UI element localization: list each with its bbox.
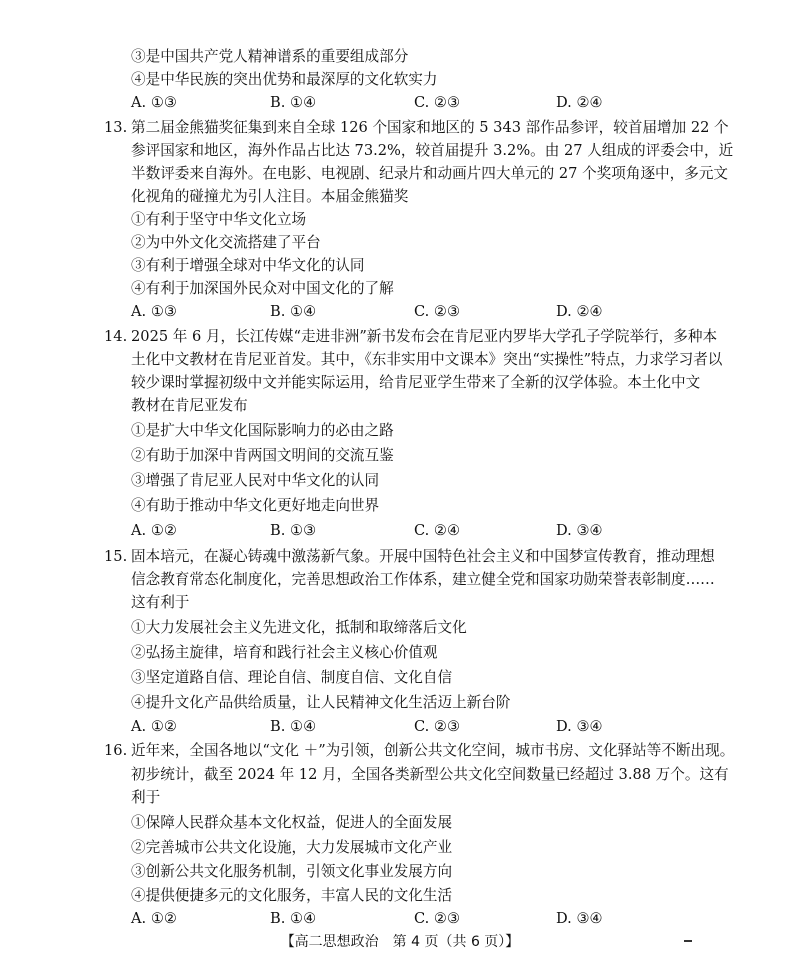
q13-stem-line: 参评国家和地区，海外作品占比达 73.2%，较首届提升 3.2%。由 27 人组成的评委会中，近 [131, 142, 734, 159]
q15-stem-line: 这有利于 [131, 594, 190, 611]
q14-stem-line: 教材在肯尼亚发布 [131, 397, 248, 414]
q14-option-4: ④有助于推动中华文化更好地走向世界 [131, 497, 380, 514]
q16-number: 16. [104, 742, 128, 759]
q14-option-3: ③增强了肯尼亚人民对中华文化的认同 [131, 472, 380, 489]
q14-number: 14. [104, 328, 128, 345]
q15-choice-a: A. ①② [131, 718, 177, 735]
q16-choice-b: B. ①④ [270, 910, 317, 927]
q13-option-2: ②为中外文化交流搭建了平台 [131, 234, 321, 251]
corner-mark [684, 940, 692, 942]
q15-option-4: ④提升文化产品供给质量，让人民精神文化生活迈上新台阶 [131, 694, 511, 711]
q14-stem-line: 2025 年 6 月，长江传媒“走进非洲”新书发布会在肯尼亚内罗毕大学孔子学院举行，多种本 [131, 328, 718, 345]
q16-option-2: ②完善城市公共文化设施，大力发展城市文化产业 [131, 839, 453, 856]
prev-choice-c: C. ②③ [414, 94, 461, 111]
page-footer: 【高二思想政治 第 4 页（共 6 页）】 [280, 934, 520, 950]
q14-stem-line: 土化中文教材在肯尼亚首发。其中，《东非实用中文课本》突出“实操性”特点，力求学习者以 [131, 351, 723, 368]
q15-choice-c: C. ②③ [414, 718, 461, 735]
q13-choice-d: D. ②④ [556, 303, 603, 320]
q14-choice-c: C. ②④ [414, 522, 461, 539]
q14-choice-d: D. ③④ [556, 522, 603, 539]
prev-option-3: ③是中国共产党人精神谱系的重要组成部分 [131, 48, 409, 65]
q14-option-1: ①是扩大中华文化国际影响力的必由之路 [131, 422, 394, 439]
q16-choice-d: D. ③④ [556, 910, 603, 927]
q16-choice-c: C. ②③ [414, 910, 461, 927]
q15-stem-line: 信念教育常态化制度化，完善思想政治工作体系，建立健全党和国家功勋荣誉表彰制度…… [131, 571, 715, 588]
prev-choice-a: A. ①③ [131, 94, 177, 111]
q16-stem-line: 初步统计，截至 2024 年 12 月，全国各类新型公共文化空间数量已经超过 3.88 万个。这有 [131, 766, 729, 783]
q15-number: 15. [104, 548, 128, 565]
q13-option-1: ①有利于坚守中华文化立场 [131, 211, 307, 228]
q13-choice-a: A. ①③ [131, 303, 177, 320]
prev-option-4: ④是中华民族的突出优势和最深厚的文化软实力 [131, 71, 438, 88]
q15-option-3: ③坚定道路自信、理论自信、制度自信、文化自信 [131, 669, 453, 686]
q15-stem-line: 固本培元，在凝心铸魂中激荡新气象。开展中国特色社会主义和中国梦宣传教育，推动理想 [131, 548, 715, 565]
prev-choice-b: B. ①④ [270, 94, 317, 111]
q16-option-3: ③创新公共文化服务机制，引领文化事业发展方向 [131, 863, 453, 880]
q14-option-2: ②有助于加深中肯两国文明间的交流互鉴 [131, 447, 394, 464]
q15-option-1: ①大力发展社会主义先进文化，抵制和取缔落后文化 [131, 619, 467, 636]
prev-choice-d: D. ②④ [556, 94, 603, 111]
q14-choice-a: A. ①② [131, 522, 177, 539]
q13-number: 13. [104, 119, 128, 136]
q13-choice-c: C. ②③ [414, 303, 461, 320]
q15-choice-b: B. ①④ [270, 718, 317, 735]
q13-option-3: ③有利于增强全球对中华文化的认同 [131, 257, 365, 274]
q14-stem-line: 较少课时掌握初级中文并能实际运用，给肯尼亚学生带来了全新的汉学体验。本土化中文 [131, 374, 701, 391]
q13-option-4: ④有利于加深国外民众对中国文化的了解 [131, 280, 394, 297]
q13-choice-b: B. ①④ [270, 303, 317, 320]
q13-stem-line: 化视角的碰撞尤为引人注目。本届金熊猫奖 [131, 188, 409, 205]
q15-option-2: ②弘扬主旋律，培育和践行社会主义核心价值观 [131, 644, 438, 661]
q13-stem-line: 半数评委来自海外。在电影、电视剧、纪录片和动画片四大单元的 27 个奖项角逐中，多元文 [131, 165, 729, 182]
q14-choice-b: B. ①③ [270, 522, 317, 539]
q16-option-4: ④提供便捷多元的文化服务，丰富人民的文化生活 [131, 887, 453, 904]
q13-stem-line: 第二届金熊猫奖征集到来自全球 126 个国家和地区的 5 343 部作品参评，较首届增加 22 个 [131, 119, 729, 136]
q16-stem-line: 近年来，全国各地以“文化 ＋”为引领，创新公共文化空间，城市书房、文化驿站等不断出现。 [131, 742, 735, 759]
q16-stem-line: 利于 [131, 789, 161, 806]
q16-choice-a: A. ①② [131, 910, 177, 927]
q15-choice-d: D. ③④ [556, 718, 603, 735]
q16-option-1: ①保障人民群众基本文化权益，促进人的全面发展 [131, 814, 453, 831]
